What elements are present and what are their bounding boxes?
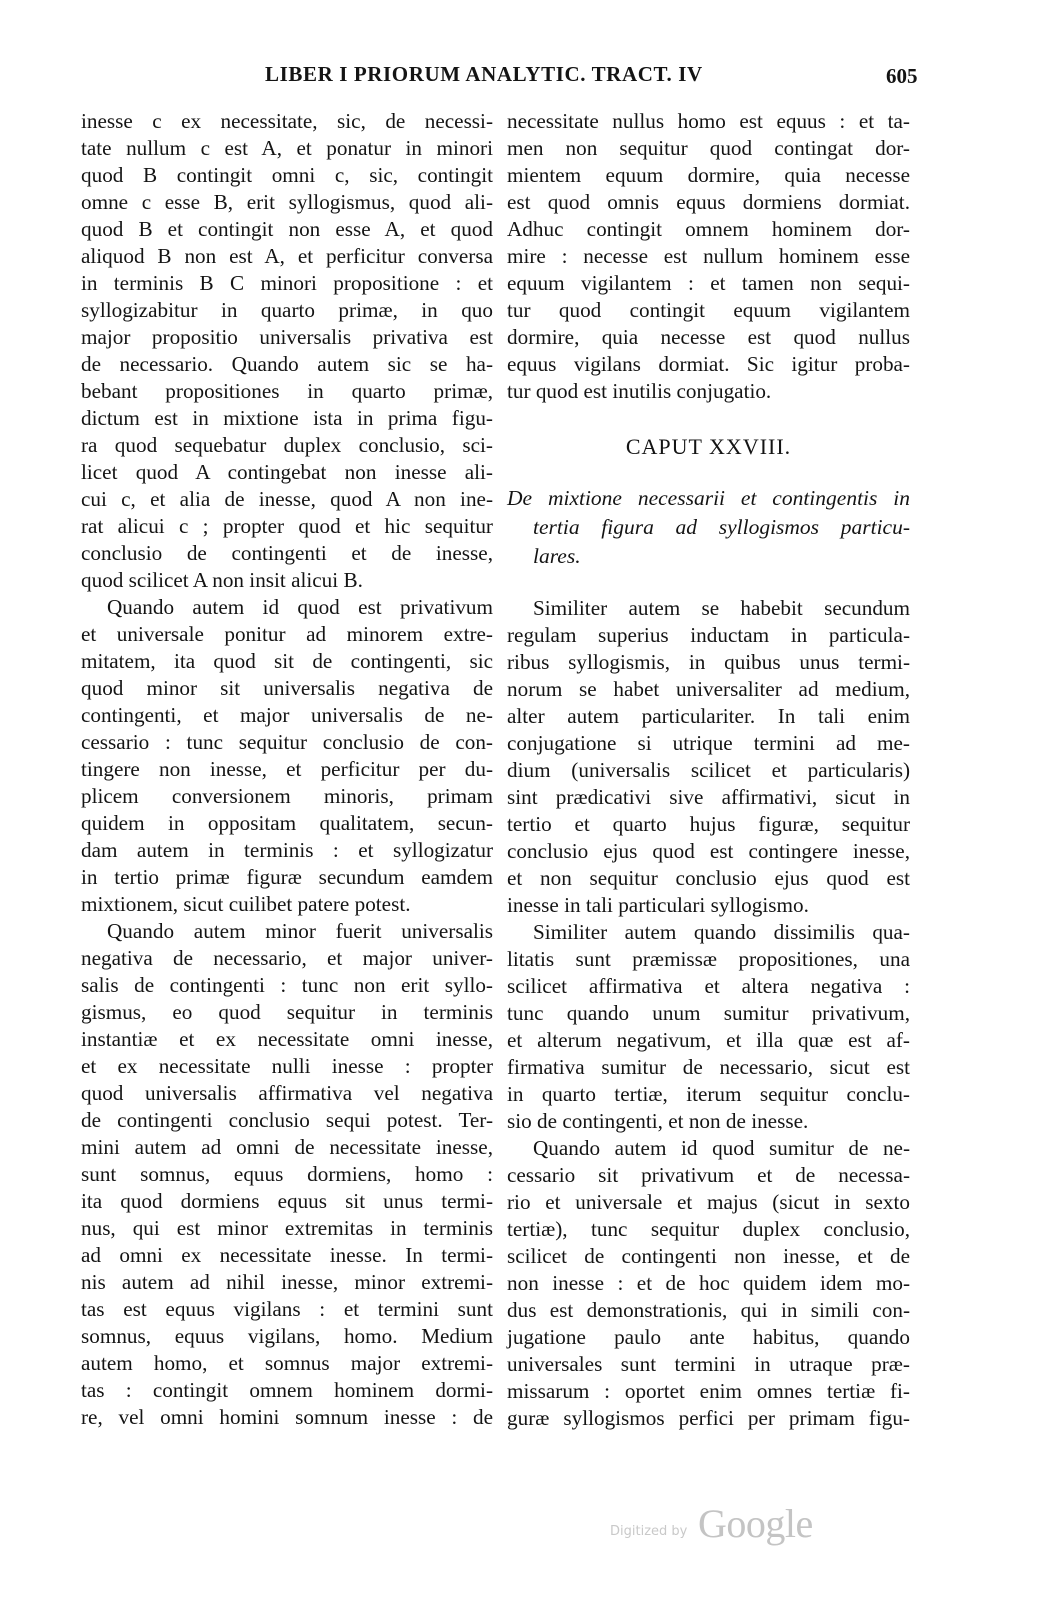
text-line: aliquod B non est A, et perficitur conversa <box>81 244 493 268</box>
text-line: rio et universale et majus (sicut in sexto <box>507 1190 910 1214</box>
text-line: tingere non inesse, et perficitur per du- <box>81 757 493 781</box>
text-line: scilicet de contingenti non inesse, et de <box>507 1244 910 1268</box>
text-line: nus, qui est minor extremitas in terminis <box>81 1216 493 1240</box>
right-column <box>507 108 910 1432</box>
text-line: tas est equus vigilans : et termini sunt <box>81 1297 493 1321</box>
text-line: de necessario. Quando autem sic se ha- <box>81 352 493 376</box>
text-line: Similiter autem se habebit secundum <box>533 596 910 620</box>
text-line: negativa de necessario, et major univer- <box>81 946 493 970</box>
text-line: instantiæ et ex necessitate omni inesse, <box>81 1027 493 1051</box>
running-title: LIBER I PRIORUM ANALYTIC. TRACT. IV <box>265 62 703 86</box>
text-line: tas : contingit omnem hominem dormi- <box>81 1378 493 1402</box>
text-line: scilicet affirmativa et altera negativa : <box>507 974 910 998</box>
text-line: inesse in tali particulari syllogismo. <box>507 893 809 917</box>
google-logo: Google <box>698 1501 813 1546</box>
text-line: tunc quando unum sumitur privativum, <box>507 1001 910 1025</box>
digitized-by-text: Digitized by <box>610 1524 688 1539</box>
text-line: sunt somnus, equus dormiens, homo : <box>81 1162 493 1186</box>
text-line: jugatione paulo ante habitus, quando <box>507 1325 910 1349</box>
text-line: mitatem, ita quod sit de contingenti, sic <box>81 649 493 673</box>
text-line: sio de contingenti, et non de inesse. <box>507 1109 809 1133</box>
text-line: quod universalis affirmativa vel negativa <box>81 1081 493 1105</box>
text-line: guræ syllogismos perfici per primam figu- <box>507 1406 910 1430</box>
text-line: mini autem ad omni de necessitate inesse, <box>81 1135 493 1159</box>
text-line: necessitate nullus homo est equus : et ta- <box>507 109 910 133</box>
text-line: ita quod dormiens equus sit unus termi- <box>81 1189 493 1213</box>
text-line: plicem conversionem minoris, primam <box>81 784 493 808</box>
text-line: major propositio universalis privativa est <box>81 325 493 349</box>
text-line: in quarto tertiæ, iterum sequitur conclu- <box>507 1082 910 1106</box>
text-line: quod B contingit omni c, sic, contingit <box>81 163 493 187</box>
text-line: dus est demonstrationis, qui in simili con- <box>507 1298 910 1322</box>
text-line: ad omni ex necessitate inesse. In termi- <box>81 1243 493 1267</box>
page-header <box>0 58 1050 98</box>
text-line: et non sequitur conclusio ejus quod est <box>507 866 910 890</box>
text-line: cessario sit privativum et de necessa- <box>507 1163 910 1187</box>
text-line: nis autem ad nihil inesse, minor extremi- <box>81 1270 493 1294</box>
text-line: tertio et quarto hujus figuræ, sequitur <box>507 812 910 836</box>
text-line: mire : necesse est nullum hominem esse <box>507 244 910 268</box>
text-line: licet quod A contingebat non inesse ali- <box>81 460 493 484</box>
text-line: autem homo, et somnus major extremi- <box>81 1351 493 1375</box>
text-line: firmativa sumitur de necessario, sicut est <box>507 1055 910 1079</box>
text-line: mientem equum dormire, quia necesse <box>507 163 910 187</box>
text-line: alter autem particulariter. In tali enim <box>507 704 910 728</box>
chapter-title: CAPUT XXVIII. <box>625 434 792 459</box>
text-line: dormire, quia necesse est quod nullus <box>507 325 910 349</box>
text-line: regulam superius inductam in particula- <box>507 623 910 647</box>
text-line: in terminis B C minori propositione : et <box>81 271 493 295</box>
text-line: men non sequitur quod contingat dor- <box>507 136 910 160</box>
text-line: tertiæ), tunc sequitur duplex conclusio, <box>507 1217 910 1241</box>
text-line: dictum est in mixtione ista in prima figu- <box>81 406 493 430</box>
text-line: est quod omnis equus dormiens dormiat. <box>507 190 910 214</box>
left-column <box>81 108 493 1431</box>
text-line: universales sunt termini in utraque præ- <box>507 1352 910 1376</box>
text-line: Quando autem minor fuerit universalis <box>107 919 493 943</box>
text-line: salis de contingenti : tunc non erit syllo- <box>81 973 493 997</box>
text-line: quidem in oppositam qualitatem, secun- <box>81 811 493 835</box>
text-line: conclusio ejus quod est contingere inesse, <box>507 839 910 863</box>
text-line: norum se habet universaliter ad medium, <box>507 677 910 701</box>
text-line: quod B et contingit non esse A, et quod <box>81 217 493 241</box>
text-line: de contingenti conclusio sequi potest. Ter- <box>81 1108 493 1132</box>
text-line: conclusio de contingenti et de inesse, <box>81 541 493 565</box>
right-column-body-text <box>507 595 910 1432</box>
text-line: dam autem in terminis : et syllogizatur <box>81 838 493 862</box>
text-line: equus vigilans dormiat. Sic igitur proba- <box>507 352 910 376</box>
text-line: bebant propositiones in quarto primæ, <box>81 379 493 403</box>
text-line: De mixtione necessarii et contingentis in <box>507 486 910 510</box>
digitized-footer <box>610 1500 840 1550</box>
text-line: mixtionem, sicut cuilibet patere potest. <box>81 892 411 916</box>
right-column-top-text <box>507 108 910 405</box>
text-line: cui c, et alia de inesse, quod A non ine- <box>81 487 493 511</box>
text-line: Similiter autem quando dissimilis qua- <box>533 920 910 944</box>
text-line: dium (universalis scilicet et particularis) <box>507 758 910 782</box>
text-line: quod scilicet A non insit alicui B. <box>81 568 363 592</box>
text-line: syllogizabitur in quarto primæ, in quo <box>81 298 493 322</box>
text-line: quod minor sit universalis negativa de <box>81 676 493 700</box>
text-line: Adhuc contingit omnem hominem dor- <box>507 217 910 241</box>
text-line: sint prædicativi sive affirmativi, sicut in <box>507 785 910 809</box>
text-line: omne c esse B, erit syllogismus, quod ali- <box>81 190 493 214</box>
text-line: tur quod est inutilis conjugatio. <box>507 379 772 403</box>
text-line: et ex necessitate nulli inesse : propter <box>81 1054 493 1078</box>
text-line: ribus syllogismis, in quibus unus termi- <box>507 650 910 674</box>
text-line: conjugatione si utrique termini ad me- <box>507 731 910 755</box>
text-line: et universale ponitur ad minorem extre- <box>81 622 493 646</box>
text-line: contingenti, et major universalis de ne- <box>81 703 493 727</box>
text-line: rat alicui c ; propter quod et hic sequitur <box>81 514 493 538</box>
page-number: 605 <box>886 64 918 88</box>
text-line: non inesse : et de hoc quidem idem mo- <box>507 1271 910 1295</box>
text-line: ra quod sequebatur duplex conclusio, sci- <box>81 433 493 457</box>
text-line: tertia figura ad syllogismos particu- <box>533 515 910 539</box>
text-line: somnus, equus vigilans, homo. Medium <box>81 1324 493 1348</box>
text-line: gismus, eo quod sequitur in terminis <box>81 1000 493 1024</box>
text-line: equum vigilantem : et tamen non sequi- <box>507 271 910 295</box>
text-line: litatis sunt præmissæ propositiones, una <box>507 947 910 971</box>
text-line: Quando autem id quod sumitur de ne- <box>533 1136 910 1160</box>
text-line: Quando autem id quod est privativum <box>107 595 493 619</box>
text-line: cessario : tunc sequitur conclusio de con- <box>81 730 493 754</box>
text-line: et alterum negativum, et illa quæ est af- <box>507 1028 910 1052</box>
text-line: lares. <box>533 544 581 568</box>
chapter-subtitle <box>507 484 910 571</box>
text-line: tate nullum c est A, et ponatur in minori <box>81 136 493 160</box>
text-line: in tertio primæ figuræ secundum eamdem <box>81 865 493 889</box>
text-line: tur quod contingit equum vigilantem <box>507 298 910 322</box>
text-line: missarum : oportet enim omnes tertiæ fi- <box>507 1379 910 1403</box>
text-line: inesse c ex necessitate, sic, de necessi- <box>81 109 493 133</box>
text-line: re, vel omni homini somnum inesse : de <box>81 1405 493 1429</box>
